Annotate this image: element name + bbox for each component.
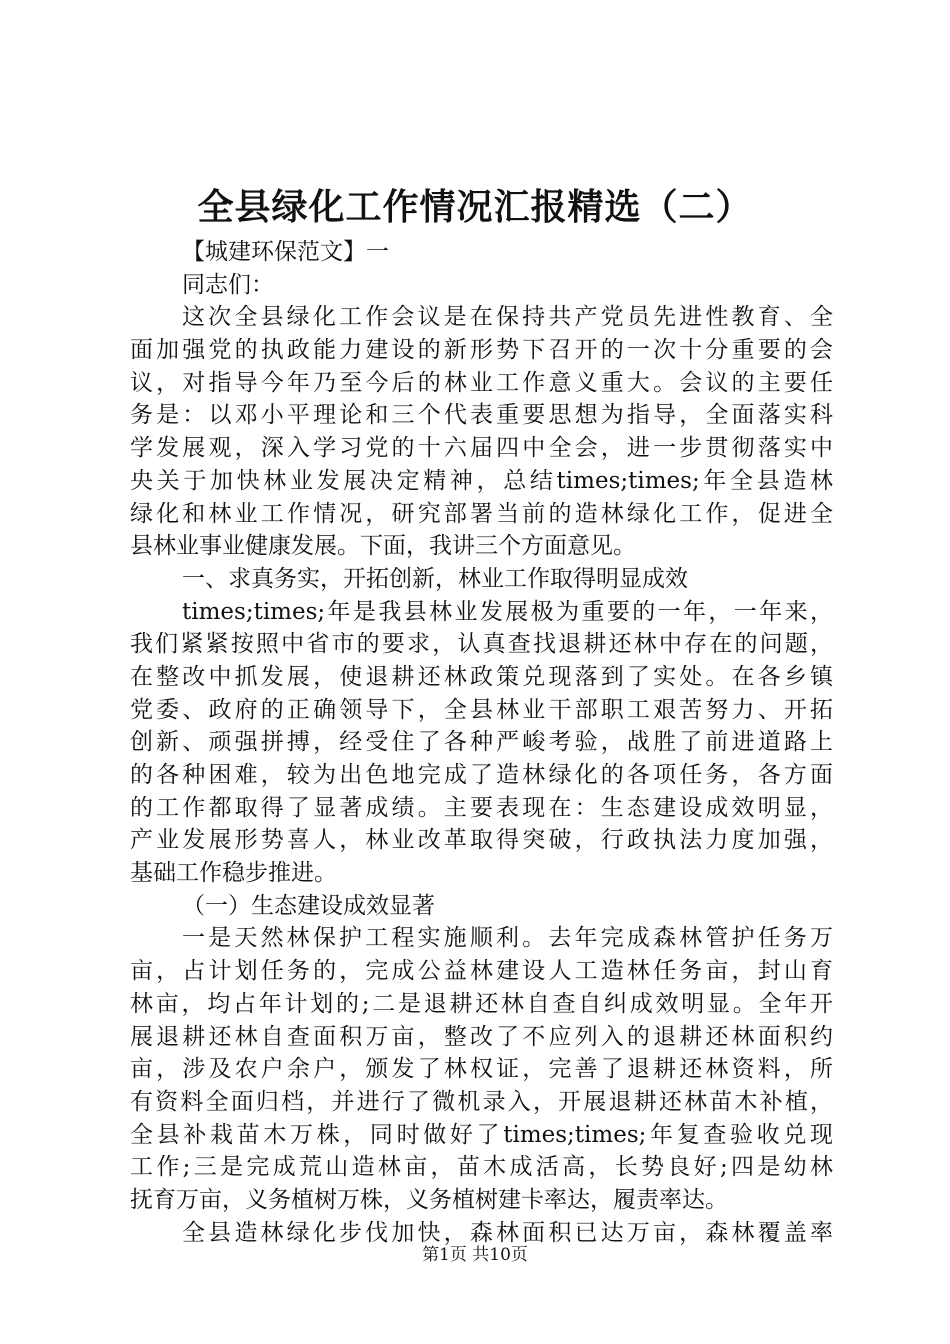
text-line: 党委、政府的正确领导下，全县林业干部职工艰苦努力、开拓 bbox=[130, 696, 833, 723]
text-line: 一、求真务实，开拓创新，林业工作取得明显成效 bbox=[182, 565, 688, 592]
text-line: 在整改中抓发展，使退耕还林政策兑现落到了实处。在各乡镇 bbox=[130, 663, 833, 690]
text-line: 央关于加快林业发展决定精神，总结times;times;年全县造林 bbox=[130, 467, 833, 494]
text-line: 的各种困难，较为出色地完成了造林绿化的各项任务，各方面 bbox=[130, 762, 833, 788]
text-line: 我们紧紧按照中省市的要求，认真查找退耕还林中存在的问题， bbox=[130, 631, 833, 658]
text-line: 亩，涉及农户余户，颁发了林权证，完善了退耕还林资料，所 bbox=[130, 1056, 833, 1083]
text-line: times;times;年是我县林业发展极为重要的一年，一年来， bbox=[182, 598, 833, 625]
text-line: 县林业事业健康发展。下面，我讲三个方面意见。 bbox=[130, 533, 636, 560]
text-line: 面加强党的执政能力建设的新形势下召开的一次十分重要的会 bbox=[130, 337, 833, 364]
text-line: 的工作都取得了显著成绩。主要表现在：生态建设成效明显， bbox=[130, 794, 833, 821]
text-line: （一）生态建设成效显著 bbox=[182, 892, 435, 919]
text-line: 林亩，均占年计划的;二是退耕还林自查自纠成效明显。全年开 bbox=[130, 990, 833, 1017]
text-line: 这次全县绿化工作会议是在保持共产党员先进性教育、全 bbox=[182, 304, 833, 331]
page-footer: 第1页 共10页 bbox=[422, 1245, 528, 1265]
text-line: 展退耕还林自查面积万亩，整改了不应列入的退耕还林面积约 bbox=[130, 1023, 833, 1050]
text-line: 议，对指导今年乃至今后的林业工作意义重大。会议的主要任 bbox=[130, 369, 833, 396]
text-line: 亩，占计划任务的，完成公益林建设人工造林任务亩，封山育 bbox=[130, 958, 833, 985]
text-line: 学发展观，深入学习党的十六届四中全会，进一步贯彻落实中 bbox=[130, 435, 833, 462]
text-line: 同志们： bbox=[182, 271, 274, 298]
text-line: 全县补栽苗木万株，同时做好了times;times;年复查验收兑现 bbox=[130, 1121, 833, 1148]
text-line: 产业发展形势喜人，林业改革取得突破，行政执法力度加强， bbox=[130, 827, 833, 854]
document-title: 全县绿化工作情况汇报精选（二） bbox=[197, 186, 753, 228]
text-line: 工作;三是完成荒山造林亩，苗木成活高，长势良好;四是幼林 bbox=[130, 1154, 833, 1181]
text-line: 创新、顽强拼搏，经受住了各种严峻考验，战胜了前进道路上 bbox=[130, 729, 833, 756]
text-line: 绿化和林业工作情况，研究部署当前的造林绿化工作，促进全 bbox=[130, 500, 833, 527]
text-line: 全县造林绿化步伐加快，森林面积已达万亩，森林覆盖率 bbox=[182, 1219, 833, 1246]
text-line: 务是：以邓小平理论和三个代表重要思想为指导，全面落实科 bbox=[130, 402, 833, 429]
text-line: 一是天然林保护工程实施顺利。去年完成森林管护任务万 bbox=[182, 925, 833, 952]
text-line: 有资料全面归档，并进行了微机录入，开展退耕还林苗木补植， bbox=[130, 1088, 833, 1115]
document-body bbox=[130, 236, 833, 1249]
text-line: 【城建环保范文】一 bbox=[182, 239, 389, 265]
text-line: 抚育万亩，义务植树万株，义务植树建卡率达，履责率达。 bbox=[130, 1186, 728, 1213]
text-line: 基础工作稳步推进。 bbox=[130, 860, 337, 887]
